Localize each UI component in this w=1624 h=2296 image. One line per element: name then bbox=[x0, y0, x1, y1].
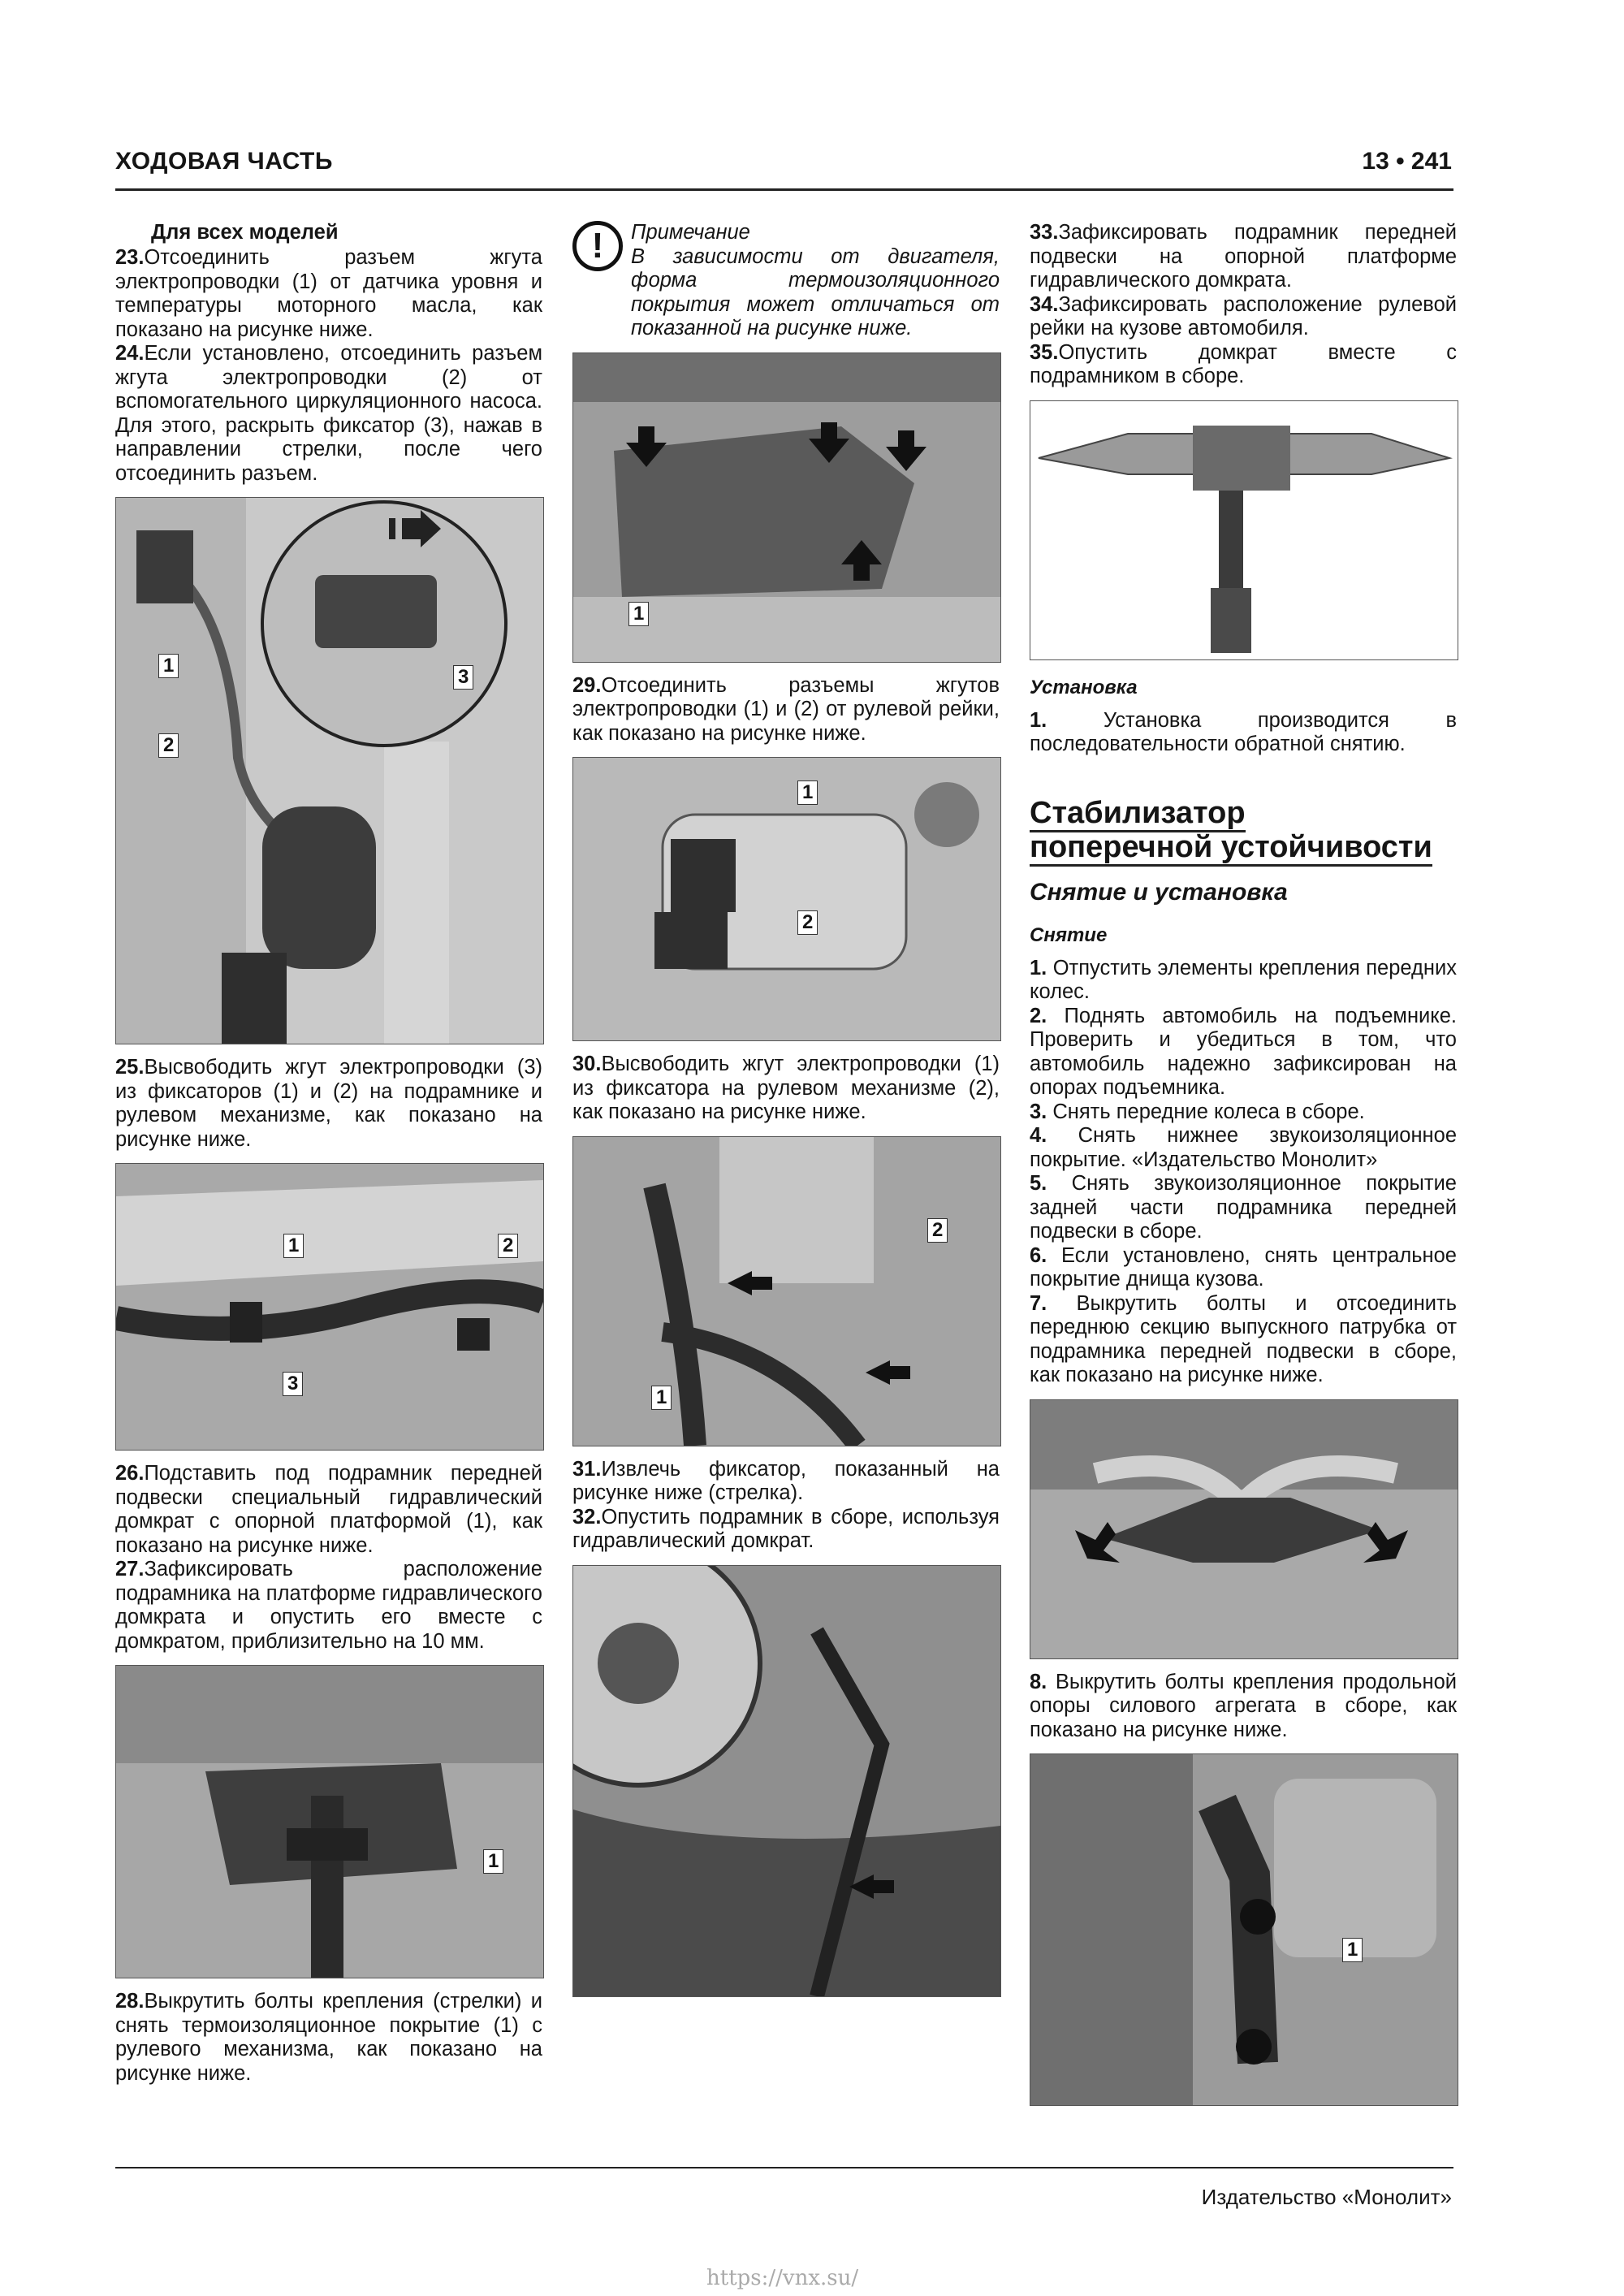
fig10-label-1: 1 bbox=[1342, 1938, 1363, 1962]
figure-exhaust-bolts bbox=[1030, 1399, 1458, 1659]
install-step-1: 1. Установка производится в последовательности обратной снятию. bbox=[1030, 708, 1457, 755]
fig5-label-1: 1 bbox=[797, 780, 818, 805]
step-31: 31.Извлечь фиксатор, показанный на рисунке ниже (стрелка). bbox=[572, 1457, 1000, 1504]
fig1-label-1: 1 bbox=[158, 654, 179, 678]
step-27: 27.Зафиксировать расположение подрамника на платформе гидравлического домкрата и опустить его вместе с домкратом, приблизительно на 10 мм. bbox=[115, 1558, 542, 1653]
publisher: Издательство «Монолит» bbox=[1201, 2185, 1452, 2209]
fig5-label-2: 2 bbox=[797, 910, 818, 935]
figure-subframe-on-jack bbox=[1030, 400, 1458, 660]
figure-harness-clips bbox=[115, 1163, 544, 1451]
fig3-label-1: 1 bbox=[483, 1849, 503, 1874]
column-left bbox=[115, 221, 542, 2086]
step-33: 33.Зафиксировать подрамник передней подвески на опорной платформе гидравлического домкрата. bbox=[1030, 221, 1457, 292]
page-number: 13 • 241 bbox=[1362, 148, 1452, 175]
step-26: 26.Подставить под подрамник передней подвески специальный гидравлический домкрат с опорной платформой (1), как показано на рисунке ниже. bbox=[115, 1462, 542, 1557]
note-text: Примечание В зависимости от двигателя, форма термоизоляционного покрытия может отличаться от показанной на рисунке ниже. bbox=[631, 221, 1000, 339]
removal-step-4: 4. Снять нижнее звукоизоляционное покрытие. «Издательство Монолит» bbox=[1030, 1124, 1458, 1171]
removal-step-7: 7. Выкрутить болты и отсоединить переднюю секцию выпускного патрубка от подрамника передней подвески в сборе, как показано на рисунке ниже. bbox=[1030, 1291, 1457, 1386]
subheading-all-models: Для всех моделей bbox=[151, 221, 339, 244]
subsection-title: Снятие и установка bbox=[1030, 878, 1288, 906]
footer-rule bbox=[115, 2167, 1453, 2168]
step-35: 35.Опустить домкрат вместе с подрамником в сборе. bbox=[1030, 340, 1457, 387]
header-rule bbox=[115, 188, 1453, 191]
step-28: 28.Выкрутить болты крепления (стрелки) и снять термоизоляционное покрытие (1) с рулевого механизма, как показано на рисунке ниже. bbox=[115, 1990, 542, 2085]
removal-heading: Снятие bbox=[1030, 923, 1108, 946]
fig2-label-1: 1 bbox=[283, 1234, 304, 1258]
step-32: 32.Опустить подрамник в сборе, используя гидравлический домкрат. bbox=[572, 1505, 1000, 1552]
removal-step-1: 1. Отпустить элементы крепления передних колес. bbox=[1030, 956, 1457, 1003]
removal-step-5: 5. Снять звукоизоляционное покрытие задней части подрамника передней подвески в сборе. bbox=[1030, 1172, 1457, 1243]
fig6-label-1: 1 bbox=[651, 1386, 672, 1410]
figure-retainer-arrow bbox=[572, 1565, 1001, 1997]
step-25: 25.Высвободить жгут электропроводки (3) из фиксаторов (1) и (2) на подрамнике и рулевом механизме, как показано на рисунке ниже. bbox=[115, 1056, 542, 1151]
figure-engine-mount-bolts bbox=[1030, 1753, 1458, 2106]
column-right bbox=[1030, 221, 1457, 2117]
column-middle bbox=[572, 221, 1000, 2008]
watermark-url[interactable]: https://vnx.su/ bbox=[706, 2266, 859, 2290]
figure-jack-platform bbox=[115, 1665, 544, 1978]
exclamation-icon: ! bbox=[572, 221, 623, 271]
removal-step-8: 8. Выкрутить болты крепления продольной опоры силового агрегата в сборе, как показано на рисунке ниже. bbox=[1030, 1670, 1458, 1741]
fig1-label-3: 3 bbox=[453, 665, 473, 690]
removal-step-2: 2. Поднять автомобиль на подъемнике. Проверить и убедиться в том, что автомобиль надежно зафиксирован на опорах подъемника. bbox=[1030, 1004, 1457, 1099]
section-header: ХОДОВАЯ ЧАСТЬ bbox=[115, 148, 333, 175]
figure-harness-clip bbox=[572, 1136, 1001, 1446]
note-title: Примечание bbox=[631, 221, 750, 244]
note-box bbox=[572, 221, 1000, 341]
figure-oil-sensor-connector bbox=[115, 497, 544, 1044]
fig2-label-3: 3 bbox=[283, 1372, 303, 1396]
fig2-label-2: 2 bbox=[498, 1234, 518, 1258]
fig1-label-2: 2 bbox=[158, 733, 179, 758]
figure-steering-connectors bbox=[572, 757, 1001, 1041]
step-23: 23.Отсоединить разъем жгута электропроводки (1) от датчика уровня и температуры моторного масла, как показано на рисунке ниже. bbox=[115, 246, 542, 341]
removal-step-6: 6. Если установлено, снять центральное покрытие днища кузова. bbox=[1030, 1243, 1457, 1291]
step-29: 29.Отсоединить разъемы жгутов электропроводки (1) и (2) от рулевой рейки, как показано на рисунке ниже. bbox=[572, 673, 1000, 745]
step-24: 24.Если установлено, отсоединить разъем жгута электропроводки (2) от вспомогательного циркуляционного насоса. Для этого, раскрыть фиксатор (3), нажав в направлении стрелки, после чего отсоединить разъем. bbox=[115, 342, 542, 485]
removal-step-3: 3. Снять передние колеса в сборе. bbox=[1030, 1100, 1365, 1123]
fig4-label-1: 1 bbox=[628, 602, 649, 626]
step-30: 30.Высвободить жгут электропроводки (1) из фиксатора на рулевом механизме (2), как показано на рисунке ниже. bbox=[572, 1053, 1000, 1123]
step-34: 34.Зафиксировать расположение рулевой рейки на кузове автомобиля. bbox=[1030, 292, 1457, 339]
figure-heat-shield bbox=[572, 352, 1001, 663]
section-title: Стабилизатор поперечной устойчивости bbox=[1030, 796, 1457, 864]
installation-heading: Установка bbox=[1030, 676, 1138, 698]
fig6-label-2: 2 bbox=[927, 1218, 948, 1243]
